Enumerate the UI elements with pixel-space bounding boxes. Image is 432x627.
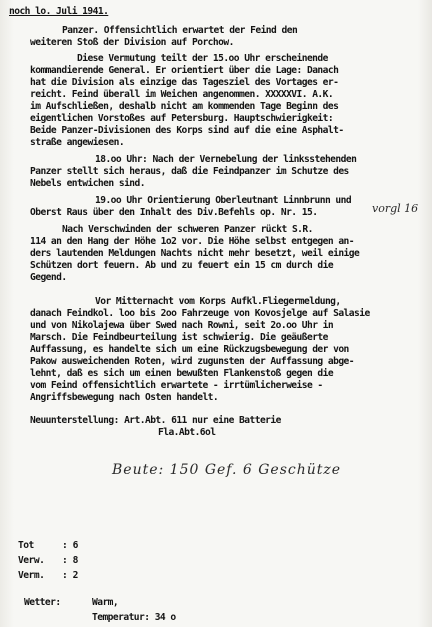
text-line: reicht. Feind überall im Weichen angenommen. XXXXXVI. A.K. bbox=[30, 89, 334, 100]
stat-label-wounded: Verw. bbox=[18, 555, 45, 566]
text-line: lehnt, daß es sich um einen bewußten Flankenstoß gegen die bbox=[30, 368, 334, 379]
weather-label: Wetter: bbox=[24, 597, 61, 608]
temperature-value: Temperatur: 34 o bbox=[92, 612, 176, 623]
handwritten-booty-note: Beute: 150 Gef. 6 Geschütze bbox=[112, 462, 342, 478]
text-line: 114 an den Hang der Höhe 1o2 vor. Die Höhe selbst entgegen an- bbox=[30, 236, 355, 247]
text-line: Gegend. bbox=[30, 272, 67, 283]
text-line: eigentlichen Vorstoßes auf Petersburg. Hauptschwierigkeit: bbox=[30, 113, 334, 124]
text-line: vom Feind offensichtlich erwartete - irrtümlicherweise - bbox=[30, 380, 323, 391]
stat-value-missing: : 2 bbox=[62, 570, 78, 581]
text-line: Schützen dort feuern. Ab und zu feuert ein 15 cm durch die bbox=[30, 260, 334, 271]
text-line: kommandierende General. Er orientiert über die Lage: Danach bbox=[30, 65, 339, 76]
text-line: und von Nikolajewa über Swed nach Rowni, seit 2o.oo Uhr in bbox=[30, 320, 334, 331]
stat-value-dead: : 6 bbox=[62, 540, 78, 551]
text-line: Vor Mitternacht vom Korps Aufkl.Fliegermeldung, bbox=[95, 296, 341, 307]
text-line: Marsch. Die Feindbeurteilung ist schwierig. Die geäußerte bbox=[30, 332, 328, 343]
weather-value: Warm, bbox=[92, 597, 119, 608]
stat-value-wounded: : 8 bbox=[62, 555, 78, 566]
text-line: Nebels entwichen sind. bbox=[30, 178, 145, 189]
stat-label-dead: Tot bbox=[18, 540, 34, 551]
text-line: Auffassung, es handelte sich um eine Rückzugsbewegung der von bbox=[30, 344, 349, 355]
text-line: weiteren Stoß der Division auf Porchow. bbox=[30, 37, 234, 48]
text-line: Neuunterstellung: Art.Abt. 611 nur eine Batterie bbox=[30, 415, 281, 426]
text-line: Angriffsbewegung nach Osten handelt. bbox=[30, 392, 219, 403]
text-line: Panzer. Offensichtlich erwartet der Feind den bbox=[62, 25, 298, 36]
text-line: danach Feindkol. loo bis 2oo Fahrzeuge von Kovosjelge auf Salasie bbox=[30, 308, 370, 319]
text-line: hat die Division als einzige das Tagesziel des Vortages er- bbox=[30, 77, 339, 88]
text-line: ders lautenden Meldungen Nachts nicht mehr besetzt, weil einige bbox=[30, 248, 360, 259]
text-line: Oberst Raus über den Inhalt des Div.Befehls op. Nr. 15. bbox=[30, 207, 318, 218]
text-line: Diese Vermutung teilt der 15.oo Uhr erscheinende bbox=[77, 53, 328, 64]
text-line: 19.oo Uhr Orientierung Oberleutnant Linnbrunn und bbox=[95, 195, 352, 206]
text-line: Beide Panzer-Divisionen des Korps sind auf die eine Asphalt- bbox=[30, 125, 344, 136]
text-line: Nach Verschwinden der schweren Panzer rückt S.R. bbox=[62, 224, 313, 235]
text-line: Fla.Abt.6ol bbox=[158, 427, 216, 438]
date-heading: noch lo. Juli 1941. bbox=[9, 6, 109, 17]
handwritten-margin-note: vorgl 16 bbox=[372, 202, 419, 215]
text-line: straße angewiesen. bbox=[30, 137, 125, 148]
text-line: im Aufschließen, deshalb nicht am kommenden Tage Beginn des bbox=[30, 101, 339, 112]
stat-label-missing: Verm. bbox=[18, 570, 45, 581]
text-line: Pakow ausweichenden Roten, wird zugunsten der Auffassung abge- bbox=[30, 356, 355, 367]
text-line: 18.oo Uhr: Nach der Vernebelung der linksstehenden bbox=[95, 154, 357, 165]
text-line: Panzer stellt sich heraus, daß die Feindpanzer im Schutze des bbox=[30, 166, 349, 177]
